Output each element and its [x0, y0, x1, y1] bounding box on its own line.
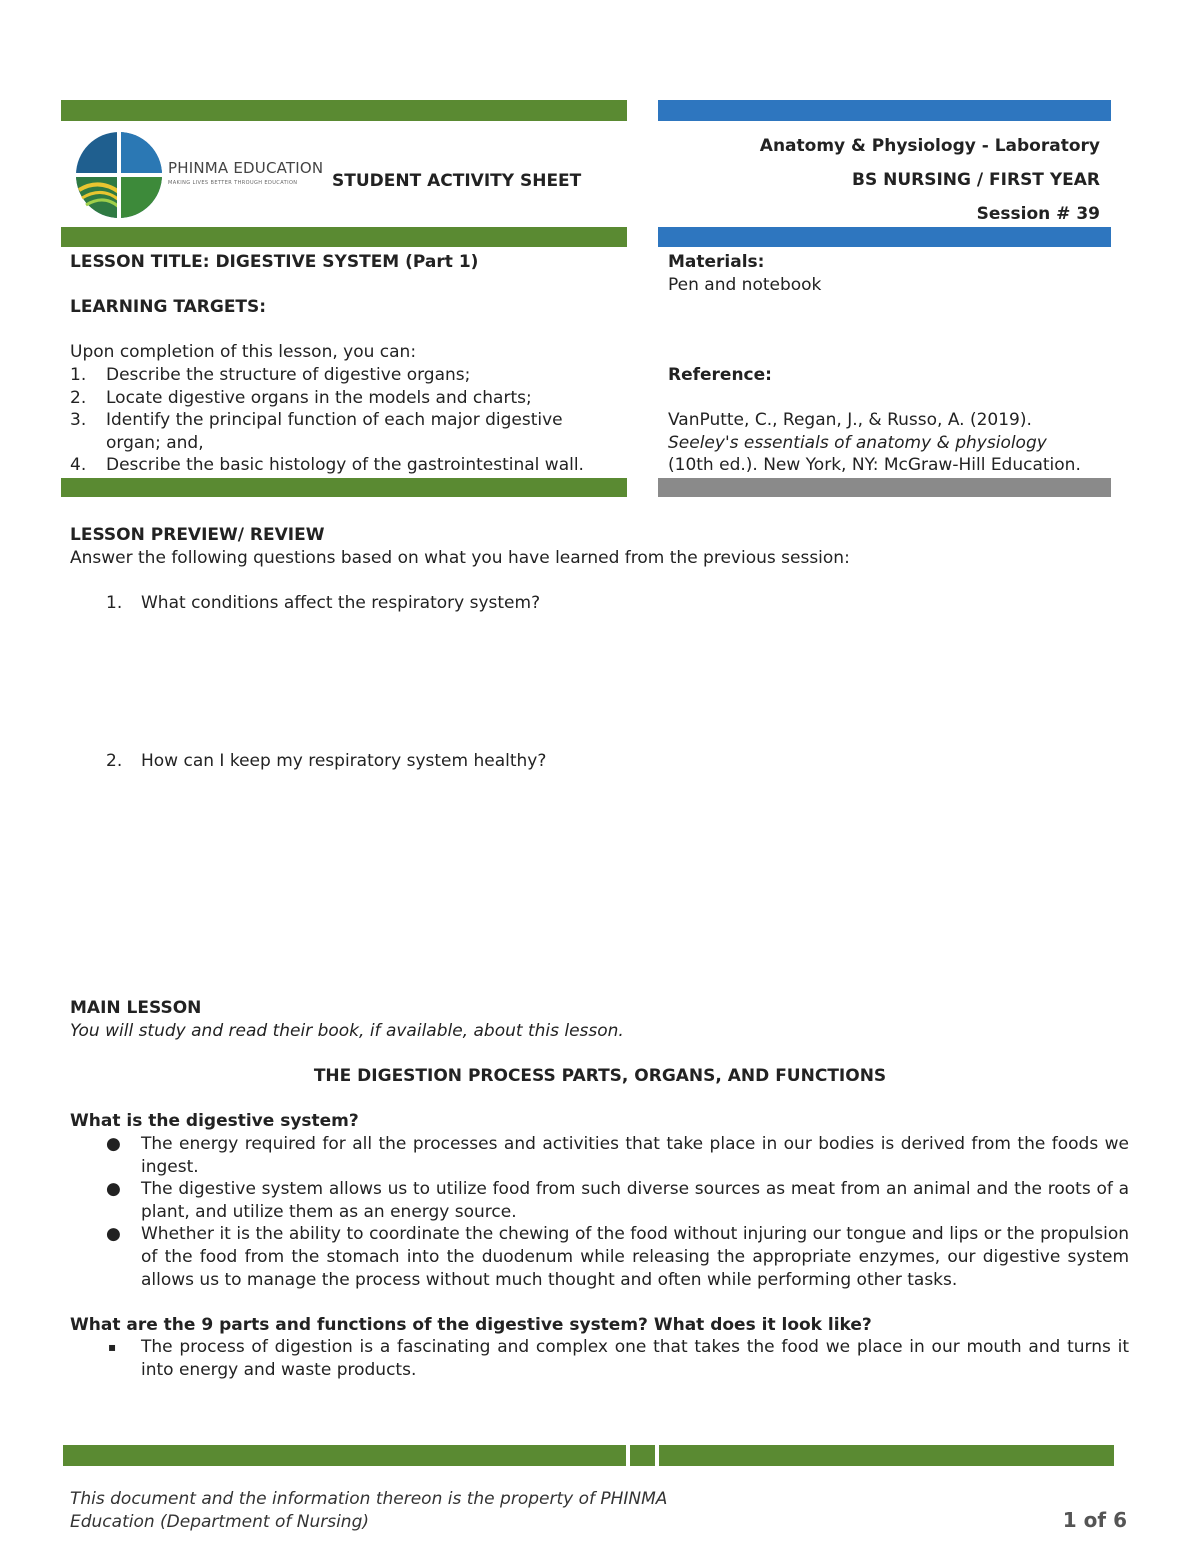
- bullet-text: Whether it is the ability to coordinate the chewing of the food without injuring our tongue and lips or the propulsion of the food from the stomach into the duodenum while releasing the appropriate enzymes, our digestive system allows us to manage the process without much thought and often while performing other tasks.: [141, 1224, 1129, 1290]
- target-number: 1.: [70, 365, 87, 385]
- learning-targets-intro: Upon completion of this lesson, you can:: [70, 342, 417, 362]
- learning-targets-heading: LEARNING TARGETS:: [70, 297, 267, 317]
- logo-text: PHINMA EDUCATION: [168, 159, 324, 177]
- bullet-dot: ●: [106, 1134, 121, 1154]
- reference-line-1: VanPutte, C., Regan, J., & Russo, A. (2019).: [668, 410, 1032, 430]
- phinma-logo-icon: [74, 130, 164, 220]
- reference-line-2: Seeley's essentials of anatomy & physiology: [668, 433, 1047, 453]
- header-bar-right-mid: [658, 227, 1111, 247]
- materials-text: Pen and notebook: [668, 275, 822, 295]
- logo-tagline: MAKING LIVES BETTER THROUGH EDUCATION: [168, 180, 298, 186]
- question-heading: What is the digestive system?: [70, 1111, 359, 1131]
- footer-line-1: This document and the information thereon is the property of PHINMA: [70, 1489, 668, 1509]
- preview-instruction: Answer the following questions based on what you have learned from the previous session:: [70, 548, 850, 568]
- preview-heading: LESSON PREVIEW/ REVIEW: [70, 525, 325, 545]
- course-name: Anatomy & Physiology - Laboratory: [759, 136, 1100, 156]
- lesson-title: LESSON TITLE: DIGESTIVE SYSTEM (Part 1): [70, 252, 479, 272]
- header-bar-left-mid: [61, 227, 627, 247]
- main-lesson-instruction: You will study and read their book, if available, about this lesson.: [70, 1021, 624, 1041]
- reference-line-3: (10th ed.). New York, NY: McGraw-Hill Education.: [668, 455, 1081, 475]
- target-text: Describe the structure of digestive organs;: [106, 365, 471, 385]
- target-text: Locate digestive organs in the models and charts;: [106, 388, 532, 408]
- target-number: 3.: [70, 410, 87, 430]
- target-text: Identify the principal function of each major digestive: [106, 410, 563, 430]
- program-name: BS NURSING / FIRST YEAR: [852, 170, 1100, 190]
- question-number: 2.: [106, 751, 123, 771]
- footer-bar-right: [659, 1445, 1114, 1466]
- bullet-text: The energy required for all the processes and activities that take place in our bodies is derived from the foods we ingest.: [141, 1134, 1129, 1177]
- bullet-dot: ●: [106, 1179, 121, 1199]
- sheet-title: STUDENT ACTIVITY SHEET: [332, 171, 582, 191]
- target-text: Describe the basic histology of the gastrointestinal wall.: [106, 455, 584, 475]
- header-bar-left-bottom: [61, 478, 627, 497]
- bullet-square: ▪: [108, 1340, 117, 1354]
- bullet-dot: ●: [106, 1224, 121, 1244]
- target-number: 2.: [70, 388, 87, 408]
- target-number: 4.: [70, 455, 87, 475]
- question-text: What conditions affect the respiratory system?: [141, 593, 541, 613]
- session-number: Session # 39: [976, 204, 1100, 224]
- question-number: 1.: [106, 593, 123, 613]
- bullet-text: The process of digestion is a fascinating and complex one that takes the food we place in our mouth and turns it into energy and waste products.: [141, 1337, 1129, 1380]
- question-text: How can I keep my respiratory system healthy?: [141, 751, 547, 771]
- footer-bar-left: [63, 1445, 626, 1466]
- footer-line-2: Education (Department of Nursing): [70, 1512, 369, 1532]
- page-number: 1 of 6: [1062, 1508, 1127, 1532]
- header-bar-left-top: [61, 100, 627, 121]
- target-text-continued: organ; and,: [106, 433, 204, 453]
- phinma-logo: [74, 130, 164, 220]
- header-bar-right-top: [658, 100, 1111, 121]
- reference-heading: Reference:: [668, 365, 772, 385]
- main-lesson-heading: MAIN LESSON: [70, 998, 202, 1018]
- header-bar-right-bottom: [658, 478, 1111, 497]
- question-heading: What are the 9 parts and functions of the digestive system? What does it look like?: [70, 1315, 872, 1335]
- section-title: THE DIGESTION PROCESS PARTS, ORGANS, AND FUNCTIONS: [313, 1066, 887, 1086]
- bullet-text: The digestive system allows us to utilize food from such diverse sources as meat from an animal and the roots of a plant, and utilize them as an energy source.: [141, 1179, 1129, 1222]
- materials-heading: Materials:: [668, 252, 765, 272]
- footer-bar-mid: [630, 1445, 655, 1466]
